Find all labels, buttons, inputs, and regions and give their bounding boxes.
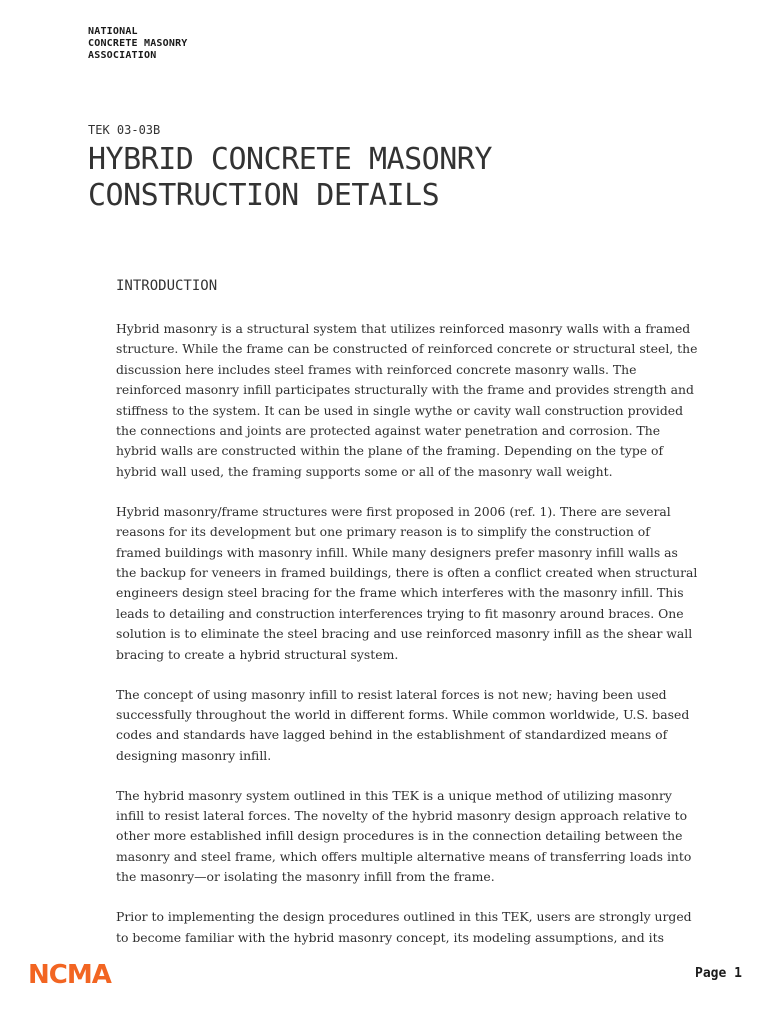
paragraph-line: the connections and joints are protected against water penetration and corrosion. The: [116, 423, 661, 439]
paragraph-line: masonry and steel frame, which offers multiple alternative means of transferring loads into: [116, 848, 692, 864]
paragraph-line: discussion here includes steel frames with reinforced concrete masonry walls. The: [116, 361, 637, 377]
paragraph-line: Prior to implementing the design procedures outlined in this TEK, users are strongly urged: [116, 909, 692, 925]
page-title-line: CONSTRUCTION DETAILS: [88, 178, 440, 213]
paragraph-line: solution is to eliminate the steel bracing and use reinforced masonry infill as the shear wall: [116, 626, 693, 642]
paragraph-line: Hybrid masonry/frame structures were first proposed in 2006 (ref. 1). There are several: [116, 503, 671, 519]
paragraph-line: to become familiar with the hybrid masonry concept, its modeling assumptions, and its: [116, 929, 664, 945]
paragraph-line: hybrid wall used, the framing supports some or all of the masonry wall weight.: [116, 463, 613, 479]
paragraph-line: structure. While the frame can be constructed of reinforced concrete or structural steel, the: [116, 341, 698, 357]
paragraph-line: leads to detailing and construction interferences trying to fit masonry around braces. One: [116, 605, 684, 621]
paragraph-line: the masonry—or isolating the masonry infill from the frame.: [116, 869, 495, 885]
paragraph-line: The concept of using masonry infill to resist lateral forces is not new; having been used: [116, 686, 667, 702]
paragraph-line: reinforced masonry infill participates structurally with the frame and provides strength and: [116, 382, 694, 398]
paragraph-line: successfully throughout the world in different forms. While common worldwide, U.S. based: [116, 706, 690, 722]
org-name: [88, 26, 188, 62]
paragraph-line: bracing to create a hybrid structural system.: [116, 646, 399, 662]
paragraph-line: reasons for its development but one primary reason is to simplify the construction of: [116, 524, 650, 540]
paragraph-line: other more established infill design procedures is in the connection detailing between the: [116, 828, 683, 844]
paragraph-line: designing masonry infill.: [116, 747, 272, 763]
paragraph: [116, 502, 698, 665]
page-title-line: HYBRID CONCRETE MASONRY: [88, 142, 492, 177]
ncma-logo: NCMA: [28, 960, 111, 990]
paragraph: [116, 685, 690, 767]
paragraph-line: hybrid walls are constructed within the plane of the framing. Depending on the type of: [116, 443, 664, 459]
document-code: TEK 03-03B: [88, 123, 161, 137]
paragraph-line: codes and standards have lagged behind in the establishment of standardized means of: [116, 727, 668, 743]
paragraph-line: the backup for veneers in framed buildings, there is often a conflict created when structural: [116, 564, 698, 580]
org-name-line: CONCRETE MASONRY: [88, 38, 188, 49]
section-heading: INTRODUCTION: [116, 278, 218, 294]
paragraph-line: stiffness to the system. It can be used in single wythe or cavity wall construction provided: [116, 402, 684, 418]
paragraph-line: infill to resist lateral forces. The novelty of the hybrid masonry design approach relative to: [116, 808, 688, 824]
paragraph-line: The hybrid masonry system outlined in this TEK is a unique method of utilizing masonry: [116, 787, 672, 803]
paragraph-line: engineers design steel bracing for the frame which interferes with the masonry infill. This: [116, 585, 684, 601]
page-title: [88, 142, 492, 214]
body-text: [116, 319, 698, 967]
paragraph-line: Hybrid masonry is a structural system that utilizes reinforced masonry walls with a framed: [116, 321, 691, 336]
org-name-line: ASSOCIATION: [88, 50, 157, 61]
paragraph-line: framed buildings with masonry infill. While many designers prefer masonry infill walls as: [116, 544, 678, 560]
org-name-line: NATIONAL: [88, 26, 138, 37]
page-number: Page 1: [695, 966, 742, 981]
paragraph: [116, 907, 692, 948]
paragraph: [116, 319, 698, 482]
paragraph: [116, 786, 692, 888]
